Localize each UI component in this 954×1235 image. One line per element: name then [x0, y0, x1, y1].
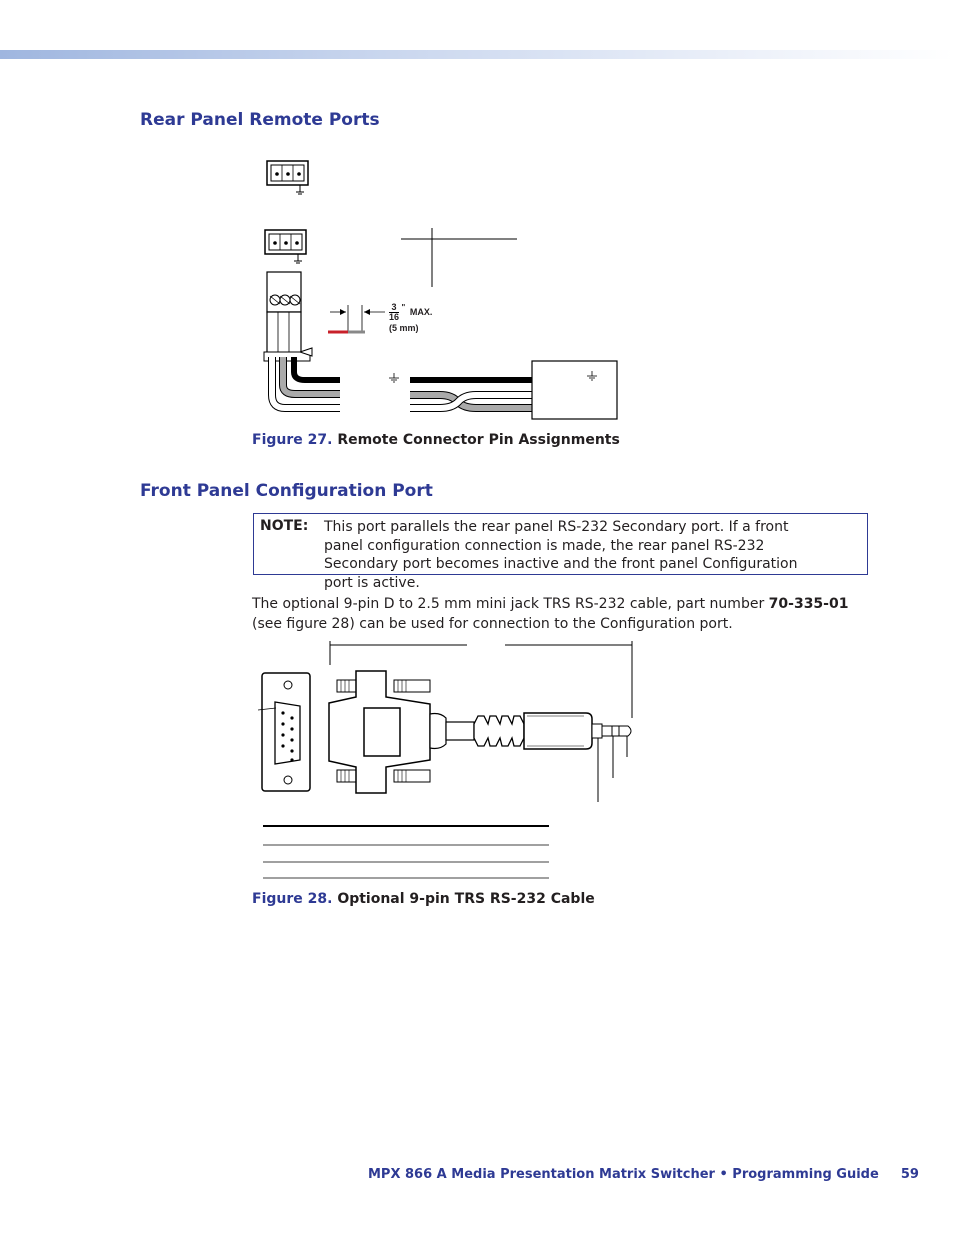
ground-symbol-device-icon [587, 371, 597, 380]
dimension-label [389, 303, 432, 322]
section-heading-rear-panel: Rear Panel Remote Ports [140, 110, 380, 130]
note-label: NOTE: [260, 518, 309, 534]
body-text-before: The optional 9-pin D to 2.5 mm mini jack TRS RS-232 cable, part number [252, 596, 769, 612]
figure-27-title: Remote Connector Pin Assignments [337, 432, 620, 448]
dim-max-label: MAX. [409, 307, 433, 317]
dim-mm-label: (5 mm) [389, 323, 419, 333]
dim-inch-mark: " [401, 303, 406, 312]
section-heading-front-panel: Front Panel Configuration Port [140, 481, 433, 501]
figure-28-title: Optional 9-pin TRS RS-232 Cable [337, 891, 595, 907]
body-paragraph [252, 594, 852, 634]
trs-mini-jack-icon [474, 713, 631, 802]
connector-header-top-icon [267, 161, 308, 194]
dim-fraction-numerator: 3 [389, 303, 399, 313]
remote-device-box [532, 361, 617, 419]
figure-27-caption [252, 432, 620, 448]
page-number: 59 [900, 1167, 919, 1182]
cable-wires-left [272, 357, 340, 408]
page-footer [368, 1167, 919, 1182]
note-box [253, 513, 868, 591]
figure-28-number: Figure 28. [252, 891, 333, 907]
figure-27-number: Figure 27. [252, 432, 333, 448]
cable-segment [446, 722, 474, 740]
dim-fraction-denominator: 16 [389, 312, 400, 322]
footer-guide-title: MPX 866 A Media Presentation Matrix Switcher • Programming Guide [368, 1167, 879, 1182]
captive-screw-plug-icon [264, 272, 312, 361]
body-text-after: (see figure 28) can be used for connection to the Configuration port. [252, 616, 733, 632]
note-text: This port parallels the rear panel RS-232 Secondary port. If a front panel configuration connection is made, the rear panel RS-232 Secondary port becomes inactive and the front panel Configuration port is active. [324, 519, 798, 591]
ground-symbol-icon [389, 373, 399, 382]
db9-plug-icon [329, 671, 446, 793]
part-number: 70-335-01 [768, 596, 849, 612]
figure-28-caption [252, 891, 595, 907]
header-accent-bar [0, 50, 954, 59]
db9-female-port-icon [258, 673, 310, 791]
cable-wires-right [410, 380, 533, 408]
connector-header-bottom-icon [265, 230, 306, 263]
